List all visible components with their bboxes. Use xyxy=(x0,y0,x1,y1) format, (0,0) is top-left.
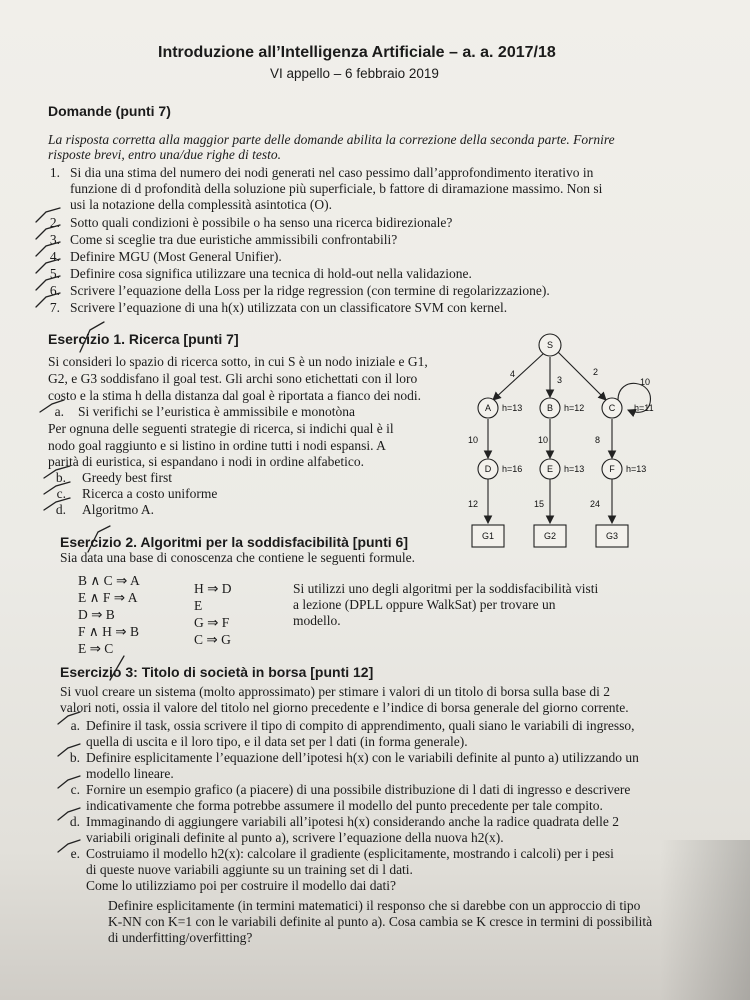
question-text: Come si sceglie tra due euristiche ammissibili confrontabili? xyxy=(70,232,398,247)
question-number: 1. xyxy=(49,165,60,180)
question-text: funzione di d profondità della soluzione più superficiale, b fattore di diramazione massimo. Non si xyxy=(70,181,603,196)
question-number: 5. xyxy=(49,266,60,281)
cost-c-c: 10 xyxy=(640,377,651,387)
esercizio3-item-text: Definire il task, ossia scrivere il tipo di compito di apprendimento, quali siano le variabili di ingresso, xyxy=(86,718,635,733)
formula: E xyxy=(194,598,203,613)
strategy-text: Algoritmo A. xyxy=(82,502,155,517)
checkmark-icon xyxy=(36,225,60,239)
item-letter: b. xyxy=(69,750,80,765)
exam-subtitle: VI appello – 6 febbraio 2019 xyxy=(270,66,439,81)
esercizio1-heading: Esercizio 1. Ricerca [punti 7] xyxy=(48,331,239,347)
checkmark-icon xyxy=(110,656,124,680)
checkmark-icon xyxy=(44,498,70,510)
cost-s-c: 2 xyxy=(593,367,599,377)
formula: D ⇒ B xyxy=(78,607,115,622)
item-letter: d. xyxy=(55,502,66,517)
h-c: h=11 xyxy=(634,403,654,413)
checkmark-icon xyxy=(58,744,80,756)
esercizio3-final: K-NN con K=1 con le variabili definite al punto a). Cosa cambia se K cresce in termini di possibilità xyxy=(108,914,653,929)
checkmark-icon xyxy=(58,776,80,788)
esercizio2-task: a lezione (DPLL oppure WalkSat) per trovare un xyxy=(293,597,556,612)
esercizio3-item-text: variabili originali definite al punto a), scrivere l’equazione della nuova h2(x). xyxy=(86,830,504,845)
esercizio3-heading: Esercizio 3: Titolo di società in borsa [punti 12] xyxy=(60,664,374,680)
esercizio3-item-text: Immaginando di aggiungere variabili all’ipotesi h(x) considerando anche la radice quadrata delle 2 xyxy=(86,814,620,829)
item-letter: c. xyxy=(56,486,66,501)
esercizio1-text: parità di euristica, si espandano i nodi in ordine alfabetico. xyxy=(48,454,365,469)
checkmark-icon xyxy=(36,242,60,256)
cost-b-e: 10 xyxy=(538,435,549,445)
esercizio3-final: di underfitting/overfitting? xyxy=(108,930,253,945)
formula: E ∧ F ⇒ A xyxy=(78,590,138,605)
formula: E ⇒ C xyxy=(78,641,114,656)
question-text: Sotto quali condizioni è possibile o ha senso una ricerca bidirezionale? xyxy=(70,215,453,230)
question-number: 2. xyxy=(49,215,60,230)
h-f: h=13 xyxy=(626,464,647,474)
label-g3: G3 xyxy=(605,531,619,541)
esercizio1-text: Si consideri lo spazio di ricerca sotto, in cui S è un nodo iniziale e G1, xyxy=(48,354,428,369)
formula: G ⇒ F xyxy=(194,615,230,630)
esercizio1-text: G2, e G3 soddisfano il goal test. Gli archi sono etichettati con il loro xyxy=(48,371,418,386)
h-e: h=13 xyxy=(564,464,585,474)
esercizio3-final: Definire esplicitamente (in termini matematici) il responso che si darebbe con un approccio di tipo xyxy=(108,898,641,913)
formula: F ∧ H ⇒ B xyxy=(78,624,139,639)
domande-heading: Domande (punti 7) xyxy=(48,103,171,119)
label-e: E xyxy=(546,464,554,474)
question-number: 6. xyxy=(49,283,60,298)
esercizio2-task: modello. xyxy=(293,613,341,628)
label-s: S xyxy=(546,340,554,350)
checkmark-icon xyxy=(44,466,70,478)
question-text: usi la notazione della complessità asintotica (O). xyxy=(70,197,333,212)
checkmark-icon xyxy=(58,712,80,724)
esercizio1-text: Per ognuna delle seguenti strategie di ricerca, si indichi qual è il xyxy=(48,421,394,436)
question-text: Scrivere l’equazione della Loss per la ridge regression (con termine di regolarizzazione). xyxy=(70,283,550,298)
formula: C ⇒ G xyxy=(194,632,231,647)
item-text: Si verifichi se l’euristica è ammissibile e monotòna xyxy=(78,404,356,419)
cost-a-d: 10 xyxy=(468,435,479,445)
question-number: 3. xyxy=(49,232,60,247)
checkmark-icon xyxy=(40,400,64,412)
cost-c-f: 8 xyxy=(595,435,601,445)
checkmark-icon xyxy=(88,526,110,552)
label-b: B xyxy=(546,403,554,413)
h-b: h=12 xyxy=(564,403,585,413)
question-text: Scrivere l’equazione di una h(x) utilizzata con un classificatore SVM con kernel. xyxy=(70,300,508,315)
esercizio2-intro: Sia data una base di conoscenza che contiene le seguenti formule. xyxy=(60,550,415,565)
domande-intro-line: risposte brevi, entro una/due righe di testo. xyxy=(48,147,281,162)
esercizio1-text: nodo goal raggiunto e si listino in ordine tutti i nodi espansi. A xyxy=(48,438,386,453)
esercizio3-item-text: di queste nuove variabili aggiunte su un training set di l dati. xyxy=(86,862,413,877)
strategy-text: Greedy best first xyxy=(82,470,172,485)
esercizio1-text: costo e la stima h della distanza dal goal è riportata a fianco dei nodi. xyxy=(48,388,421,403)
item-letter: e. xyxy=(70,846,80,861)
cost-d-g1: 12 xyxy=(468,499,479,509)
esercizio2-heading: Esercizio 2. Algoritmi per la soddisfacibilità [punti 6] xyxy=(60,534,408,550)
item-letter: a. xyxy=(54,404,64,419)
checkmark-icon xyxy=(58,840,80,852)
question-text: Definire MGU (Most General Unifier). xyxy=(70,249,282,264)
cost-s-b: 3 xyxy=(557,375,563,385)
label-a: A xyxy=(484,403,492,413)
esercizio3-item-text: Fornire un esempio grafico (a piacere) di una possibile distribuzione di l dati di ingresso e descrivere xyxy=(86,782,631,797)
checkmark-icon xyxy=(58,808,80,820)
esercizio3-intro: valori noti, ossia il valore del titolo nel giorno precedente e l’indice di borsa generale del giorno corrente. xyxy=(60,700,629,715)
esercizio3-item-text: quella di uscita e il loro tipo, e il data set per l dati (in forma generale). xyxy=(86,734,468,749)
formula: H ⇒ D xyxy=(194,581,232,596)
label-f: F xyxy=(609,464,615,474)
cost-e-g2: 15 xyxy=(534,499,545,509)
checkmark-icon xyxy=(44,482,70,494)
item-letter: c. xyxy=(70,782,80,797)
item-letter: b. xyxy=(55,470,66,485)
question-text: Definire cosa significa utilizzare una tecnica di hold-out nella validazione. xyxy=(70,266,472,281)
checkmark-icon xyxy=(36,259,60,273)
label-g1: G1 xyxy=(481,531,495,541)
h-d: h=16 xyxy=(502,464,523,474)
esercizio2-task: Si utilizzi uno degli algoritmi per la soddisfacibilità visti xyxy=(293,581,599,596)
formula: B ∧ C ⇒ A xyxy=(78,573,140,588)
cost-f-g3: 24 xyxy=(590,499,601,509)
checkmark-icon xyxy=(36,208,60,222)
esercizio3-item-text: Costruiamo il modello h2(x): calcolare il gradiente (esplicitamente, mostrando i calcoli) per i pesi xyxy=(86,846,614,861)
esercizio3-item-text: indicativamente che forma potrebbe assumere il modello del punto precedente per tale compito. xyxy=(86,798,603,813)
page-shadow xyxy=(660,840,750,1000)
esercizio3-item-text: modello lineare. xyxy=(86,766,174,781)
strategy-text: Ricerca a costo uniforme xyxy=(82,486,218,501)
item-letter: a. xyxy=(70,718,80,733)
esercizio3-item-text: Definire esplicitamente l’equazione dell’ipotesi h(x) con le variabili definite al punto a) utilizzando un xyxy=(86,750,639,765)
esercizio3-item-text: Come lo utilizziamo poi per costruire il modello dai dati? xyxy=(86,878,397,893)
checkmark-icon xyxy=(80,322,104,352)
label-d: D xyxy=(484,464,492,474)
item-letter: d. xyxy=(69,814,80,829)
exam-title: Introduzione all’Intelligenza Artificiale – a. a. 2017/18 xyxy=(158,44,556,61)
domande-intro-line: La risposta corretta alla maggior parte delle domande abilita la correzione della seconda parte. Fornire xyxy=(48,132,615,147)
checkmark-icon xyxy=(36,293,60,307)
cost-s-a: 4 xyxy=(510,369,516,379)
h-a: h=13 xyxy=(502,403,523,413)
esercizio3-intro: Si vuol creare un sistema (molto approssimato) per stimare i valori di un titolo di borsa sulla base di 2 xyxy=(60,684,611,699)
checkmark-icon xyxy=(36,276,60,290)
label-c: C xyxy=(608,403,616,413)
question-number: 4. xyxy=(49,249,60,264)
question-number: 7. xyxy=(49,300,60,315)
question-text: Si dia una stima del numero dei nodi generati nel caso pessimo dall’approfondimento iterativo in xyxy=(70,165,594,180)
label-g2: G2 xyxy=(543,531,557,541)
